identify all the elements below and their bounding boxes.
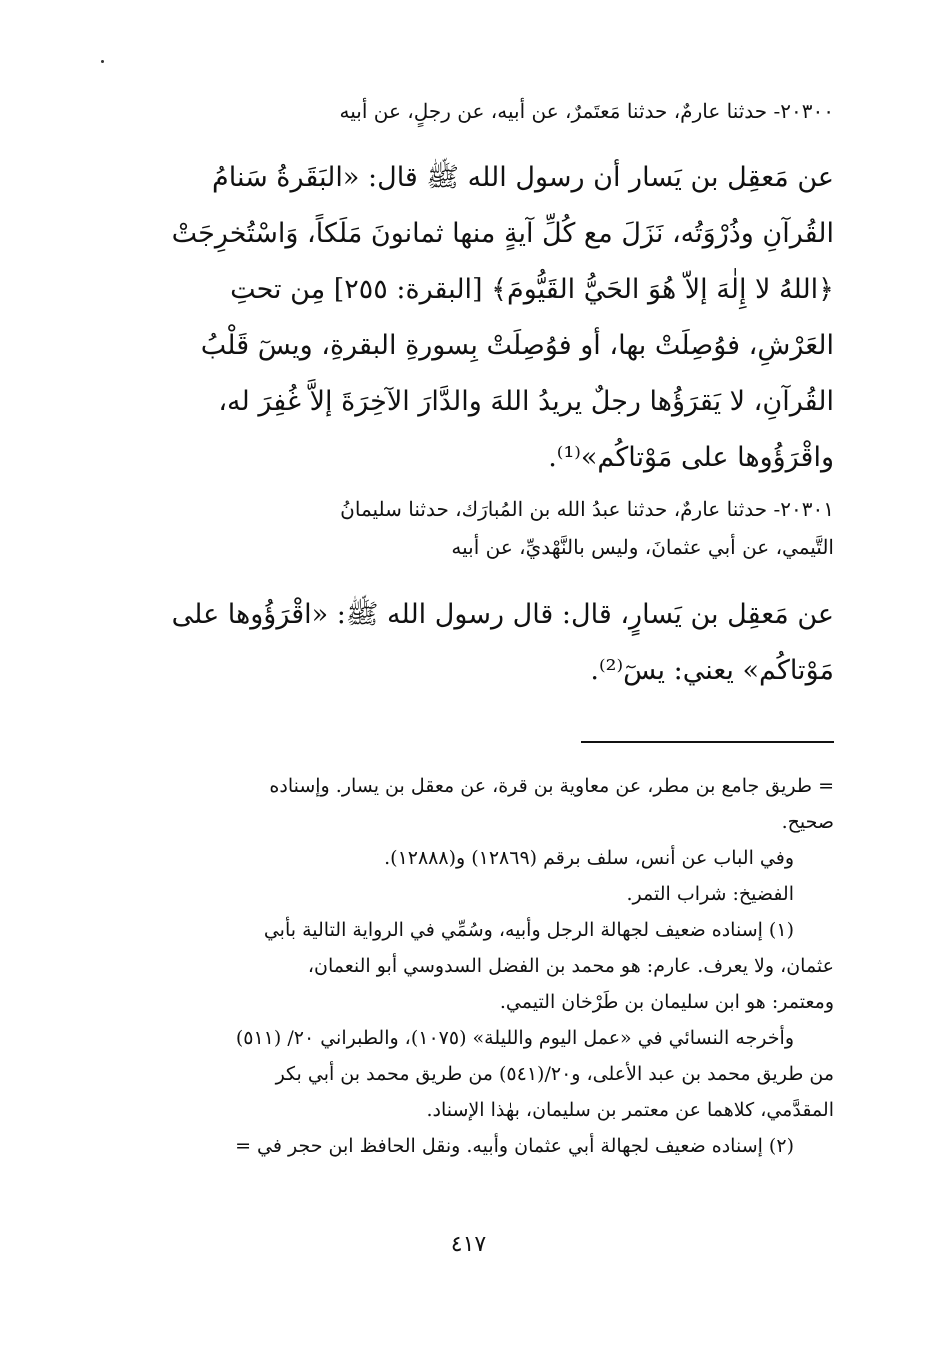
footnote-separator [581,741,834,743]
footnote-1-line: من طريق محمد بن عبد الأعلى، و٢٠/(٥٤١) من طريق محمد بن أبي بكر [275,1063,834,1085]
speck-mark [101,60,104,63]
hadith-20300-matn [138,150,834,486]
text-line: ٢٠٣٠١- حدثنا عارمٌ، حدثنا عبدُ الله بن المُبارَك، حدثنا سليمانُ [340,497,834,521]
text-line: واقْرَؤُوها على مَوْتاكُم»⁽¹⁾. [548,442,834,473]
text-line: عن مَعقِل بن يَسارٍ، قال: قال رسول الله ﷺ: «اقْرَؤُوها على [171,599,834,630]
text-line: التَّيمي، عن أبي عثمانَ، وليس بالنَّهْديِّ، عن أبيه [451,535,834,559]
text-line: عن مَعقِل بن يَسار أن رسول الله ﷺ قال: «البَقَرةُ سَنامُ [212,162,834,193]
footnote-line: = طريق جامع بن مطر، عن معاوية بن قرة، عن معقل بن يسار. وإسناده [269,775,834,797]
footnote-line: صحيح. [781,811,834,833]
text-line: ﴿اللهُ لا إِلٰهَ إلاّ هُوَ الحَيُّ القَيُّومَ﴾ [البقرة: ٢٥٥] مِن تحتِ [230,274,834,305]
footnote-1-line: عثمان، ولا يعرف. عارم: هو محمد بن الفضل السدوسي أبو النعمان، [307,955,834,977]
footnotes [138,768,834,1164]
footnote-2-line: (٢) إسناده ضعيف لجهالة أبي عثمان وأبيه. ونقل الحافظ ابن حجر في = [235,1135,794,1157]
footnote-1-line: المقدَّمي، كلاهما عن معتمر بن سليمان، بهٰذا الإسناد. [426,1099,834,1121]
text-line: ٢٠٣٠٠- حدثنا عارمٌ، حدثنا مَعتَمرٌ، عن أبيه، عن رجلٍ، عن أبيه [339,99,834,123]
text-line: مَوْتاكُم» يعني: يسٓ⁽²⁾. [590,655,834,686]
text-line: العَرْشِ، فوُصِلَتْ بها، أو فوُصِلَتْ بِسورةِ البقرةِ، ويسٓ قَلْبُ [200,330,834,361]
footnote-line: الفضيخ: شراب التمر. [626,883,794,905]
footnote-1-line: (١) إسناده ضعيف لجهالة الرجل وأبيه، وسُمِّي في الرواية التالية بأبي [263,919,794,941]
footnote-1-line: ومعتمر: هو ابن سليمان بن طَرْخان التيمي. [499,991,834,1013]
hadith-20301-isnad [138,490,834,566]
hadith-20301-matn [138,587,834,699]
footnote-1-line: وأخرجه النسائي في «عمل اليوم والليلة» (١٠٧٥)، والطبراني ٢٠/ (٥١١) [235,1027,794,1049]
text-line: القُرآنِ وذُرْوَتُه، نَزَلَ مع كُلِّ آيةٍ منها ثمانونَ مَلَكاً، وَاسْتُخرِجَتْ [171,218,834,249]
footnote-line: وفي الباب عن أنس، سلف برقم (١٢٨٦٩) و(١٢٨٨٨). [384,847,794,869]
page-number: ٤١٧ [450,1232,487,1257]
hadith-20300-isnad [138,92,834,130]
text-line: القُرآنِ، لا يَقرَؤُها رجلٌ يريدُ اللهَ والدَّارَ الآخِرَةَ إلاَّ غُفِرَ له، [218,386,834,417]
